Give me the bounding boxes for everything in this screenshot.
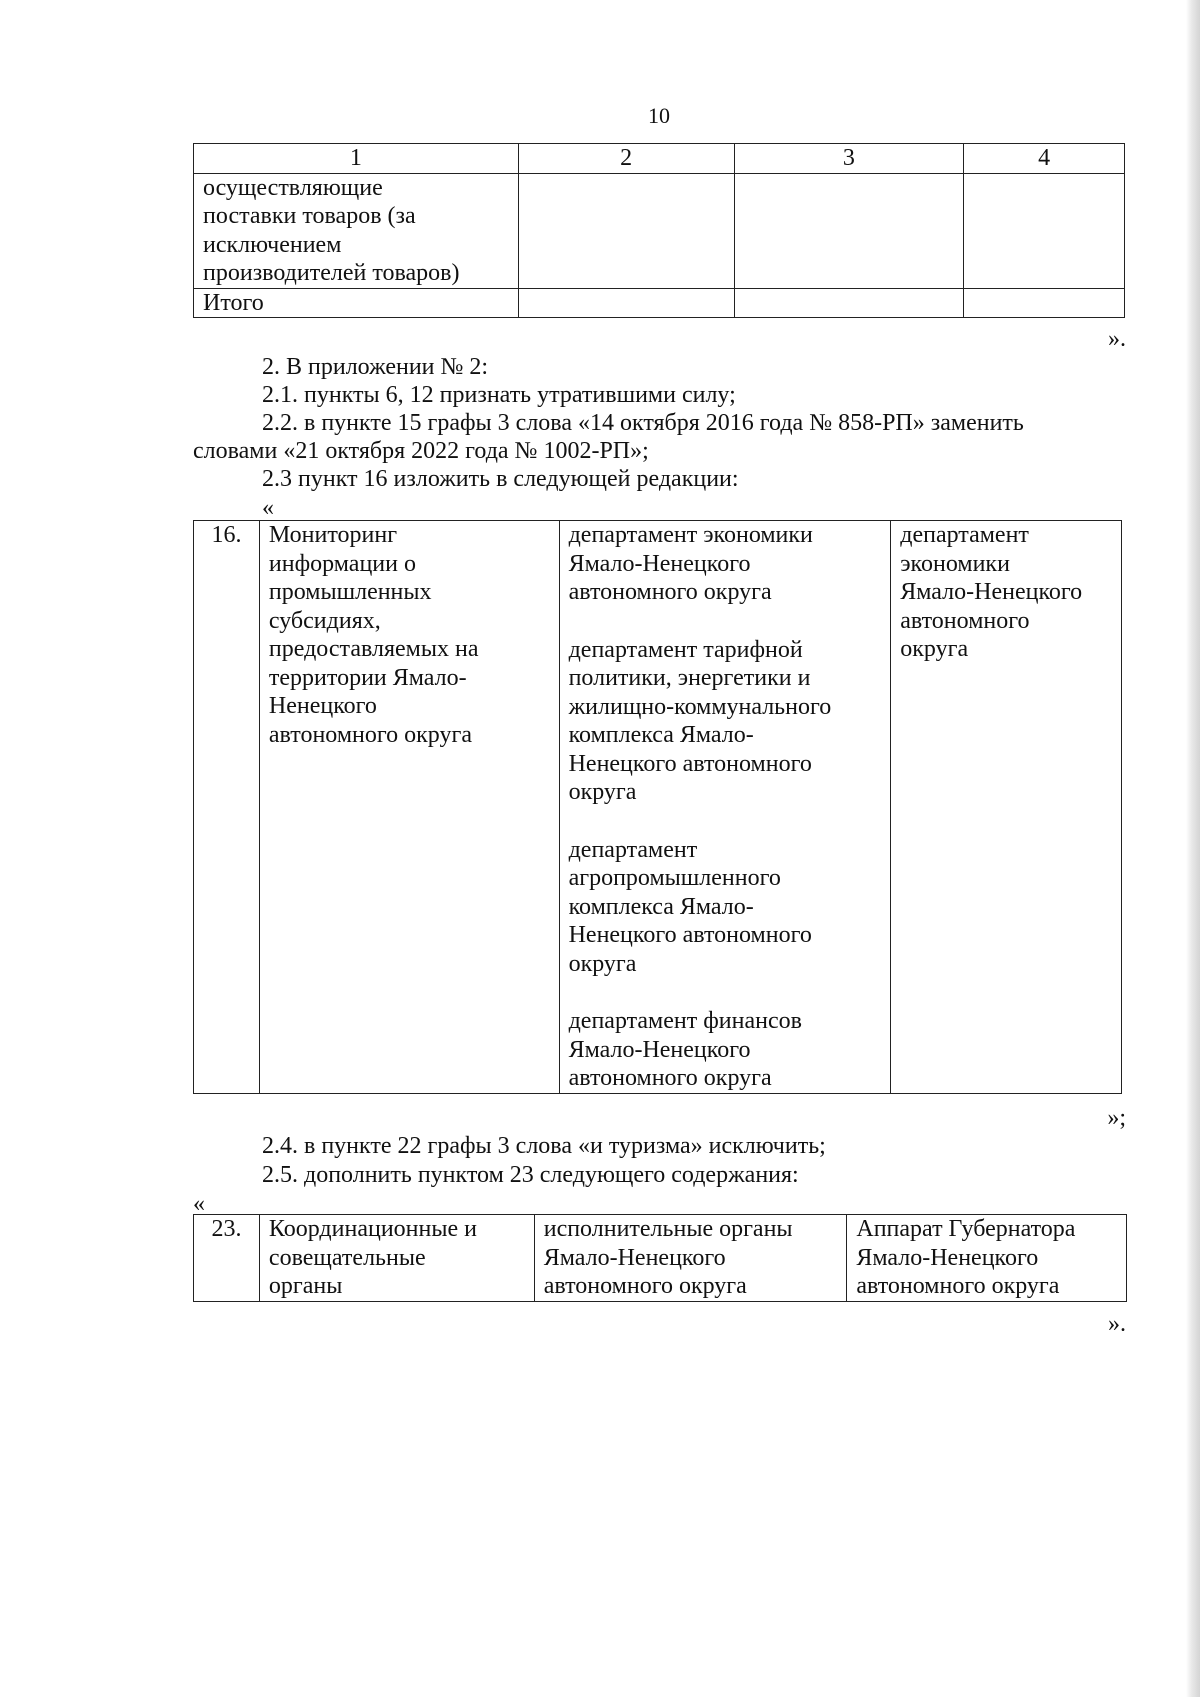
cell-line: Ненецкого — [268, 693, 377, 719]
cell-line: округа — [568, 950, 637, 977]
cell-line: автономного округа — [568, 579, 772, 605]
total-label: Итого — [194, 288, 519, 318]
cell-line: совещательные — [268, 1244, 426, 1271]
table-header-row — [194, 144, 1125, 174]
cell-line: департамент экономики — [568, 522, 813, 548]
table-row — [194, 1215, 1127, 1302]
header-cell: 3 — [734, 144, 964, 174]
cell-line: Ямало-Ненецкого — [543, 1244, 726, 1271]
cell-line: предоставляемых на — [268, 636, 479, 662]
cell-line: субсидиях, — [268, 607, 381, 634]
spacer — [569, 978, 882, 1007]
cell-line: департамент — [900, 522, 1029, 548]
cell-line: Ненецкого автономного — [568, 922, 812, 948]
cell-line: экономики — [900, 550, 1010, 577]
cell-line: комплекса Ямало- — [568, 722, 754, 748]
cell-line: жилищно-коммунального — [568, 693, 832, 720]
cell-line: Ямало-Ненецкого — [568, 550, 751, 577]
opening-quote: « — [262, 495, 274, 521]
cell-line: Ямало-Ненецкого — [856, 1244, 1039, 1271]
empty-cell — [964, 173, 1125, 288]
item-16-table — [193, 520, 1122, 1094]
cell-line: производителей товаров) — [203, 260, 460, 286]
paragraph-2-4: 2.4. в пункте 22 графы 3 слова «и туризма» исключить; — [262, 1133, 826, 1159]
cell-line: департамент — [568, 836, 698, 863]
cell-line: автономного округа — [268, 721, 472, 748]
item-number: 16. — [194, 521, 260, 1094]
closing-quote: »; — [1107, 1105, 1126, 1131]
empty-cell — [734, 288, 964, 318]
item-title-cell — [259, 1215, 534, 1302]
item-title-cell — [259, 521, 559, 1094]
executors-cell — [559, 521, 891, 1094]
empty-cell — [964, 288, 1125, 318]
row-label-cell — [194, 173, 519, 288]
cell-line: политики, энергетики и — [568, 665, 811, 691]
header-cell: 1 — [194, 144, 519, 174]
cell-line: промышленных — [268, 579, 432, 605]
empty-cell — [734, 173, 964, 288]
cell-line: территории Ямало- — [268, 664, 467, 691]
table-row — [194, 173, 1125, 288]
cell-line: Мониторинг — [268, 522, 398, 548]
table-row — [194, 521, 1122, 1094]
cell-line: информации о — [268, 550, 416, 577]
cell-line: агропромышленного — [568, 865, 781, 891]
cell-line: комплекса Ямало- — [568, 893, 754, 920]
opening-quote: « — [193, 1191, 205, 1217]
scan-edge-shadow — [1186, 0, 1200, 1697]
annex-table-continuation — [193, 143, 1125, 318]
responsible-cell — [891, 521, 1122, 1094]
cell-line: округа — [900, 636, 969, 662]
total-row — [194, 288, 1125, 318]
cell-line: исключением — [203, 231, 342, 258]
cell-line: исполнительные органы — [543, 1216, 793, 1242]
cell-line: автономного округа — [568, 1065, 772, 1091]
cell-line: органы — [268, 1273, 343, 1299]
cell-line: автономного округа — [543, 1273, 747, 1299]
item-23-table — [193, 1214, 1127, 1302]
cell-line: Ямало-Ненецкого — [900, 579, 1083, 605]
cell-line: Координационные и — [268, 1216, 477, 1242]
cell-line: департамент финансов — [568, 1008, 802, 1034]
executors-cell — [534, 1215, 847, 1302]
paragraph-2-5: 2.5. дополнить пунктом 23 следующего содержания: — [262, 1162, 799, 1188]
empty-cell — [518, 173, 734, 288]
item-number: 23. — [194, 1215, 260, 1302]
header-cell: 2 — [518, 144, 734, 174]
page-number: 10 — [648, 103, 670, 128]
cell-line: автономного округа — [856, 1273, 1060, 1299]
paragraph-2: 2. В приложении № 2: — [262, 354, 489, 380]
paragraph-2-3: 2.3 пункт 16 изложить в следующей редакции: — [262, 466, 739, 492]
cell-line: округа — [568, 779, 637, 805]
cell-line: осуществляющие — [203, 174, 383, 201]
closing-quote: ». — [1108, 1311, 1126, 1337]
spacer — [569, 607, 882, 636]
cell-line: автономного — [900, 607, 1030, 634]
cell-line: департамент тарифной — [568, 636, 803, 663]
empty-cell — [518, 288, 734, 318]
spacer — [569, 807, 882, 836]
paragraph-2-2-line-2: словами «21 октября 2022 года № 1002-РП»; — [193, 438, 649, 464]
cell-line: Ямало-Ненецкого — [568, 1036, 751, 1063]
closing-quote: ». — [1108, 326, 1126, 352]
paragraph-2-1: 2.1. пункты 6, 12 признать утратившими силу; — [262, 382, 736, 408]
responsible-cell — [847, 1215, 1127, 1302]
cell-line: Аппарат Губернатора — [856, 1216, 1076, 1242]
paragraph-2-2-line-1: 2.2. в пункте 15 графы 3 слова «14 октября 2016 года № 858-РП» заменить — [262, 410, 1024, 436]
cell-line: поставки товаров (за — [203, 203, 416, 229]
cell-line: Ненецкого автономного — [568, 750, 812, 777]
header-cell: 4 — [964, 144, 1125, 174]
